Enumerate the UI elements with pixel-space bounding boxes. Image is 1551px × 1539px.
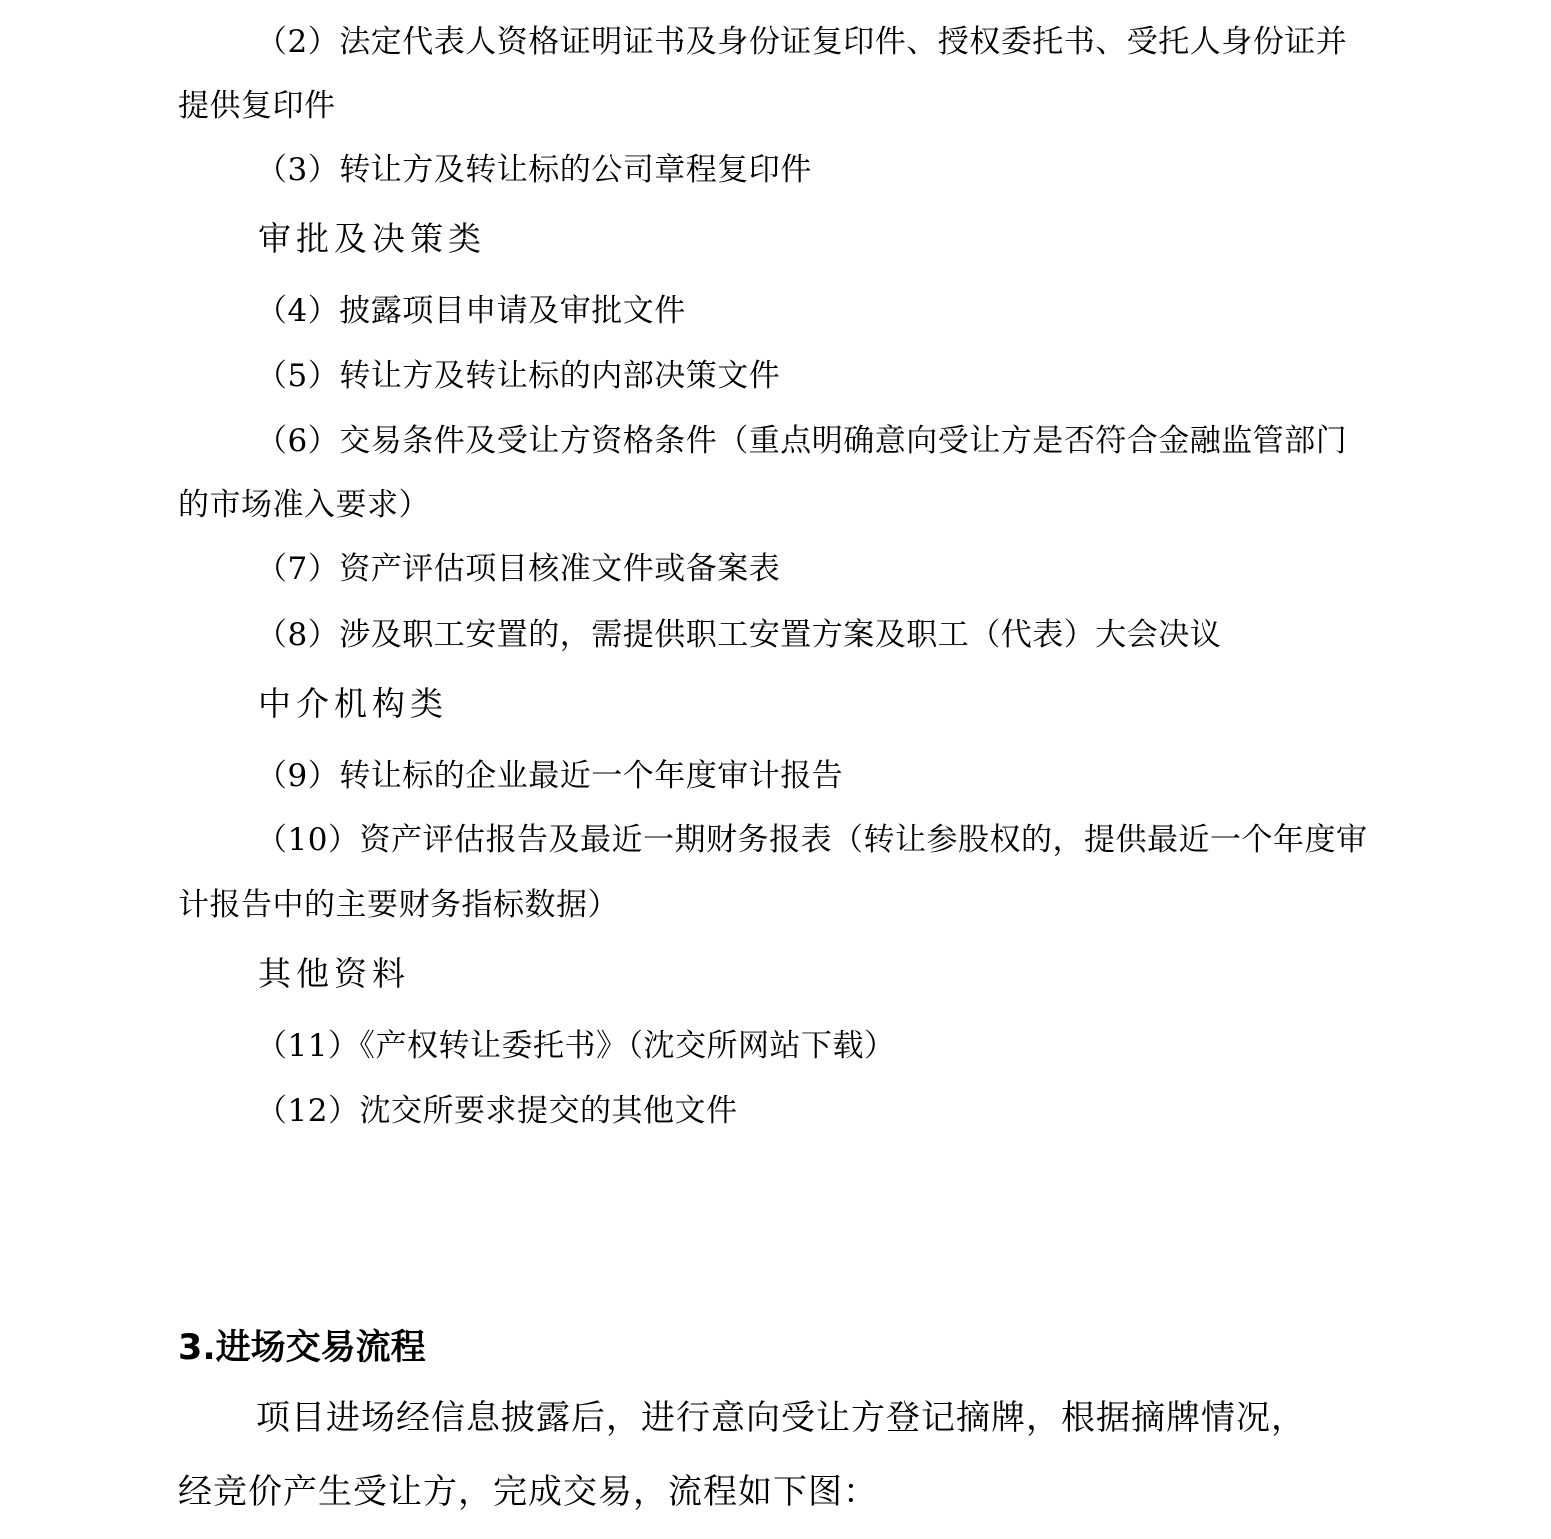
list-item-6-continuation: 的市场准入要求） <box>178 487 430 523</box>
list-item-4: （4）披露项目申请及审批文件 <box>256 293 686 329</box>
section-title: 3.进场交易流程 <box>178 1328 426 1368</box>
list-item-7: （7）资产评估项目核准文件或备案表 <box>256 551 781 587</box>
list-item-11: （11）《产权转让委托书》（沈交所网站下载） <box>256 1028 896 1064</box>
list-item-3: （3）转让方及转让标的公司章程复印件 <box>256 152 812 188</box>
category-heading-other: 其他资料 <box>258 954 410 993</box>
category-heading-approval: 审批及决策类 <box>258 219 486 258</box>
list-item-9: （9）转让标的企业最近一个年度审计报告 <box>256 758 844 794</box>
section-paragraph-line-2: 经竞价产生受让方，完成交易，流程如下图： <box>178 1472 878 1512</box>
list-item-6: （6）交易条件及受让方资格条件（重点明确意向受让方是否符合金融监管部门 <box>256 423 1348 459</box>
section-paragraph-line-1: 项目进场经信息披露后，进行意向受让方登记摘牌，根据摘牌情况， <box>256 1398 1306 1438</box>
list-item-5: （5）转让方及转让标的内部决策文件 <box>256 358 781 394</box>
category-heading-intermediary: 中介机构类 <box>258 684 448 723</box>
list-item-2-continuation: 提供复印件 <box>178 88 336 124</box>
list-item-10: （10）资产评估报告及最近一期财务报表（转让参股权的，提供最近一个年度审 <box>256 822 1368 858</box>
list-item-12: （12）沈交所要求提交的其他文件 <box>256 1093 738 1129</box>
list-item-8: （8）涉及职工安置的，需提供职工安置方案及职工（代表）大会决议 <box>256 617 1222 653</box>
list-item-2: （2）法定代表人资格证明证书及身份证复印件、授权委托书、受托人身份证并 <box>256 24 1348 60</box>
list-item-10-continuation: 计报告中的主要财务指标数据） <box>178 887 619 923</box>
